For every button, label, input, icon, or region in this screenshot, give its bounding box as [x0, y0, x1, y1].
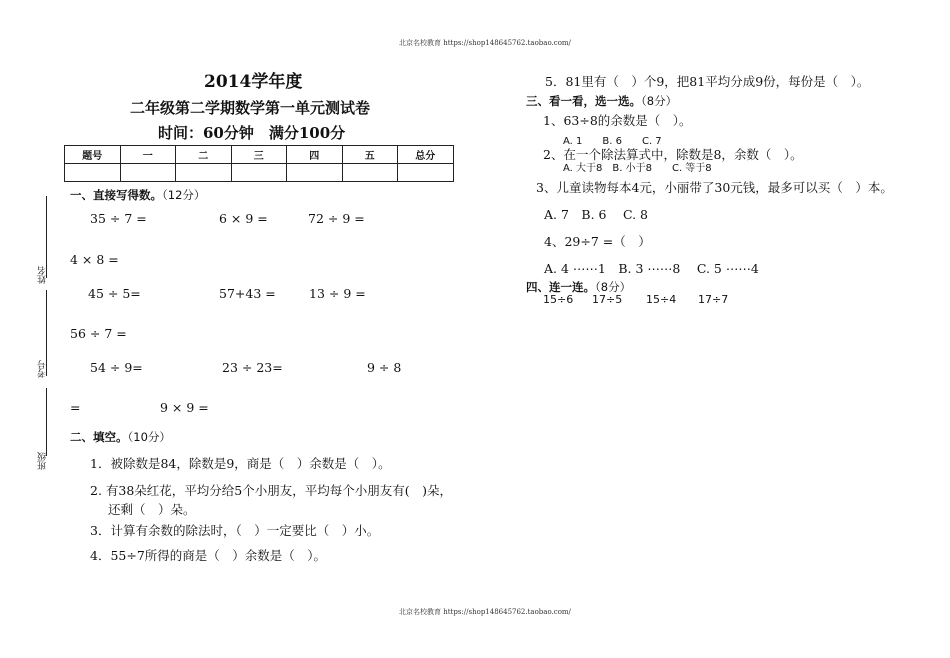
calc-item: 4 × 8 = [70, 252, 119, 267]
binding-line [46, 388, 47, 456]
exam-title: 二年级第二学期数学第一单元测试卷 [130, 99, 371, 117]
score-header-cell: 题号 [65, 146, 121, 164]
choice-options-1: A. 1 B. 6 C. 7 [563, 136, 662, 147]
score-header-cell: 三 [231, 146, 287, 164]
score-header-cell: 四 [287, 146, 343, 164]
match-item: 15÷4 [646, 293, 677, 306]
choice-question-3: 3、儿童读物每本4元，小丽带了30元钱，最多可以买（ ）本。 [536, 180, 893, 195]
calc-item: 9 ÷ 8 [367, 360, 402, 375]
section4-points: （8分） [595, 280, 632, 294]
score-cell[interactable] [342, 164, 398, 182]
section3-heading [526, 93, 677, 109]
exam-time-score: 时间：60分钟 满分100分 [158, 124, 346, 142]
fill-question-2: 2. 有38朵红花，平均分给5个小朋友，平均每个小朋友有( )朵， [90, 483, 453, 498]
score-header-cell: 总分 [398, 146, 454, 164]
section4-title: 四、连一连。 [526, 280, 595, 294]
calc-item: = [70, 400, 81, 415]
calc-item: 56 ÷ 7 = [70, 326, 127, 341]
match-item: 17÷5 [592, 293, 623, 306]
calc-item: 6 × 9 = [219, 211, 268, 226]
calc-item: 35 ÷ 7 = [90, 211, 147, 226]
calc-item: 57+43 = [219, 286, 276, 301]
fill-question-5: 5．81里有（ ）个9，把81平均分成9份，每份是（ ）。 [545, 74, 870, 89]
choice-options-2: A. 大于8 B. 小于8 C. 等于8 [563, 163, 712, 174]
class-label: 班级 [38, 452, 48, 470]
page-header: 北京名校教育 https://shop148645762.taobao.com/ [399, 39, 571, 47]
section1-heading [70, 187, 205, 203]
score-cell[interactable] [176, 164, 232, 182]
score-cell[interactable] [231, 164, 287, 182]
choice-question-2: 2、在一个除法算式中，除数是8，余数（ ）。 [543, 147, 803, 162]
section1-title: 一、直接写得数。 [70, 188, 162, 202]
exam-year-title: 2014学年度 [204, 72, 303, 92]
calc-item: 72 ÷ 9 = [308, 211, 365, 226]
number-label: 考号 [38, 360, 48, 378]
section3-points: （8分） [641, 94, 678, 108]
section2-heading [70, 429, 171, 445]
calc-item: 13 ÷ 9 = [309, 286, 366, 301]
fill-question-4: 4．55÷7所得的商是（ ）余数是（ ）。 [90, 548, 327, 563]
calc-item: 9 × 9 = [160, 400, 209, 415]
section1-points: （12分） [162, 188, 206, 202]
choice-options-4: A. 4 ⋯⋯1 B. 3 ⋯⋯8 C. 5 ⋯⋯4 [544, 261, 759, 276]
score-table-blank-row [65, 164, 454, 182]
score-header-cell: 一 [120, 146, 176, 164]
fill-question-3: 3．计算有余数的除法时，（ ）一定要比（ ）小。 [90, 523, 380, 538]
section3-title: 三、看一看，选一选。 [526, 94, 641, 108]
section2-title: 二、填空。 [70, 430, 128, 444]
choice-question-4: 4、29÷7 =（ ） [544, 234, 651, 249]
section2-points: （10分） [127, 430, 171, 444]
score-cell[interactable] [120, 164, 176, 182]
calc-item: 23 ÷ 23= [222, 360, 283, 375]
score-header-cell: 五 [342, 146, 398, 164]
score-cell[interactable] [287, 164, 343, 182]
score-table-header-row [65, 146, 454, 164]
score-cell[interactable] [398, 164, 454, 182]
choice-question-1: 1、63÷8的余数是（ ）。 [543, 113, 692, 128]
fill-question-2-cont: 还剩（ ）朵。 [108, 502, 196, 517]
score-header-cell: 二 [176, 146, 232, 164]
score-cell[interactable] [65, 164, 121, 182]
page-footer: 北京名校教育 https://shop148645762.taobao.com/ [399, 608, 571, 616]
fill-question-1: 1．被除数是84，除数是9，商是（ ）余数是（ ）。 [90, 456, 391, 471]
choice-options-3: A. 7 B. 6 C. 8 [544, 207, 649, 222]
calc-item: 45 ÷ 5= [88, 286, 141, 301]
match-item: 17÷7 [698, 293, 729, 306]
name-label: 姓名 [38, 266, 48, 284]
match-item: 15÷6 [543, 293, 574, 306]
calc-item: 54 ÷ 9= [90, 360, 143, 375]
score-table [64, 145, 454, 182]
